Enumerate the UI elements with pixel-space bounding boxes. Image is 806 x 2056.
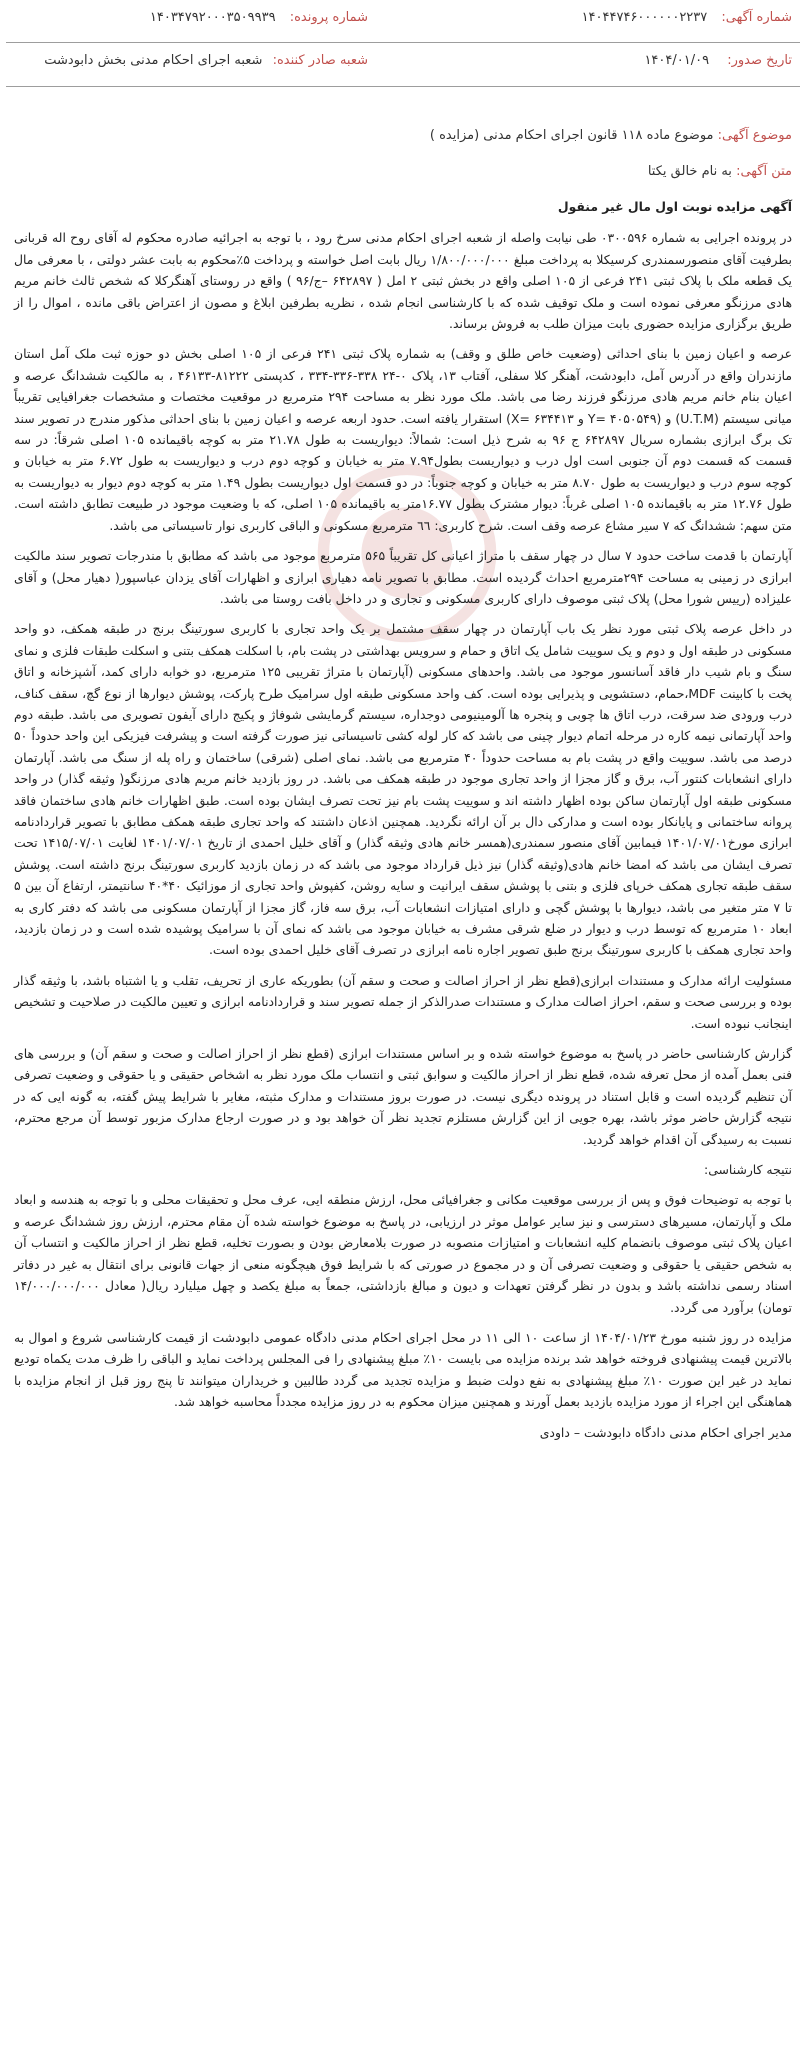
header-divider-1 [6, 42, 800, 43]
ad-number-field [582, 9, 792, 27]
subject-value: موضوع ماده ۱۱۸ قانون اجرای احکام مدنی (مزایده ) [429, 128, 714, 143]
header-divider-2 [6, 86, 800, 87]
paragraph-auction-terms: مزایده در روز شنبه مورخ ۱۴۰۴/۰۱/۲۳ از ساعت ۱۰ الی ۱۱ در محل اجرای احکام مدنی دادگاه عمومی دابودشت از قیمت کارشناسی شروع و اموال به بالاترین قیمت پیشنهادی فروخته خواهد شد برنده مزایده می بایست ۱۰٪ مبلغ پیشنهادی را فی المجلس پرداخت نماید و الباقی را ظرف مدت یکماه تودیع نماید در غیر این صورت ۱۰٪ مبلغ پیشنهادی به نفع دولت ضبط و مزایده تجدید می گردد طالبین و خریداران میتوانند تا پنج روز قبل از انجام مزایده با هماهنگی این اجراء از مورد مزایده بازدید بعمل آورند و همچنین میزان محکوم به در روز مزایده مجدداً محاسبه خواهد شد. [14, 1329, 792, 1410]
subject-label: موضوع آگهی: [717, 128, 792, 143]
paragraph-case: در پرونده اجرایی به شماره ۰۳۰۰۵۹۶ طی نیابت واصله از شعبه اجرای احکام مدنی سرخ رود ، با توجه به اجرائیه صادره محکوم له آقای روح اله قربانی بطرفیت آقای منصورسمندری کرسیکلا به پرداخت مبلغ ۱/۸۰۰/۰۰۰/۰۰۰ ریال بابت اصل خواسته و پرداخت ۵٪محکوم به بابت عشر دولتی ، با معرفی مال یک قطعه ملک با پلاک ثبتی ۲۴۱ فرعی از ۱۰۵ اصلی واقع در بخش ثبتی ۲ امل ( ۶۴۲۸۹۷ –ج/۹۶ ) واقع در روستای آهنگرکلا که شخص ثالث خانم مریم هادی مرزنگو معرفی نموده است و ملک توقیف شده که با کارشناسی انجام شده ، نظریه بطرفین ابلاغ و مصون از اعتراض باقی مانده ، اموال را از طریق برگزاری مزایده حضوری بابت میزان طلب به فروش برساند. [14, 230, 793, 332]
paragraph-building-description: در داخل عرصه پلاک ثبتی مورد نظر یک باب آپارتمان در چهار سقف مشتمل بر یک واحد تجاری با کاربری سورتینگ برنج در طبقه همکف، دو واحد مسکونی در طبقه اول و دوم و یک سوییت شامل یک اتاق و حمام و سرویس بهداشتی در پشت بام، با اسکلت همکف بتنی و اسکلت طبقات فلزی و نمای سنگ و بام شیب دار فاقد آسانسور موجود می باشد. واحدهای مسکونی (آپارتمان با متراژ تقریبی ۱۲۵ مترمربع، دو خوابه دارای کمد، آشپزخانه و اتاق پخت با کابینت MDF،حمام، دستشویی و پذیرایی بوده است. کف واحد مسکونی طبقه اول سرامیک طرح پارکت، پوشش دیوارها از نوع گچ، سقف کناف، درب ورودی ضد سرقت، درب اتاق ها چوبی و پنجره ها آلومینیومی دوجداره، سیستم گرمایشی شوفاژ و پکیج دارای آیفون تصویری می باشد. طبقه دوم واحد آپارتمانی نیمه کاره در مرحله اتمام دیوار چینی می باشد که کار لوله کشی تاسیساتی نیز صورت گرفته است و پیشرفت فیزیکی این واحد حدوداً ۵۰ درصد می باشد. سوییت واقع در پشت بام به مساحت حدوداً ۴۰ مترمربع می باشد. نمای اصلی (شرقی) ساختمان و راه پله از سنگ می باشد. آپارتمان دارای انشعابات کنتور آب، برق و گاز مجزا از واحد تجاری موجود در طبقه همکف می باشد. در روز بازدید خانم مریم هادی مرزنگو( وثیقه گذار) در واحد مسکونی طبقه اول آپارتمان ساکن بوده اظهار داشته اند و سوییت پشت بام نیز تحت تصرف ایشان بوده است. طبق اظهارات خانم هادی ساختمان فاقد پروانه ساختمانی و پایانکار بوده است و مدارکی دال بر آن ارائه نگردید. همچنین اذعان داشتند که واحد تجاری طبقه همکف مطابق با تصویر قراردادنامه ابرازی مورخ۱۴۰۱/۰۷/۰۱ فیمابین آقای منصور سمندری(همسر خانم هادی وثیقه گذار) و آقای خلیل احمدی از تاریخ ۱۴۰۱/۰۷/۰۱ لغایت ۱۴۱۵/۰۷/۰۱ تحت تصرف ایشان می باشد که امضا خانم هادی(وثیقه گذار) نیز ذیل قرارداد موجود می باشد که در زمان بازدید کاربری سورتینگ برنج داشته است. پوشش سقف طبقه تجاری همکف خرپای فلزی و بتنی با پوشش سقف ایرانیت و سایه روشن، کفپوش واحد تجاری از موزائیک ۴۰*۴۰ سانتیمتر، ارتفاع آن بین ۵ تا ۷ متر متغیر می باشد، دیوارها با پوشش گچی و دارای امتیازات انشعابات آب، برق سه فاز، گاز مجزا از آپارتمان مسکونی می باشد که دفتر کاری به ابعاد ۱۰ مترمربع که توسط درب و دیوار در ضلع شرقی مشرف به خیابان موجود می باشد که نمای آن با سرامیک پوشیده شده است و در زمان بازدید، واحد تجاری همکف با کاربری سورتینگ برنج طبق تصویر اجاره نامه ابرازی در تصرف آقای خلیل احمدی بوده است. [14, 621, 792, 958]
case-number-field [150, 9, 368, 27]
paragraph-result-heading: نتیجه کارشناسی: [704, 1162, 792, 1178]
paragraph-responsibility: مسئولیت ارائه مدارک و مستندات ابرازی(قطع نظر از احراز اصالت و صحت و سقم آن) بطوریکه عاری از تحریف، تقلب و یا اشتباه باشد، با وثیقه گذار بوده و بررسی صحت و سقم، احراز اصالت مدارک و مستندات صدرالذکر از جمله تصویر سند و قراردادنامه ابرازی و تعیین مالکیت در صلاحیت و تشخیص اینجانب نبوده است. [14, 972, 792, 1031]
case-number-label: شماره پرونده: [289, 10, 368, 25]
issue-date-label: تاریخ صدور: [727, 53, 792, 68]
subject-line [430, 128, 792, 143]
branch-value: شعبه اجرای احکام مدنی بخش دابودشت [44, 53, 263, 68]
paragraph-valuation: با توجه به توضیحات فوق و پس از بررسی موقعیت مکانی و جغرافیائی محل، ارزش منطقه ایی، عرف محل و تحقیقات محلی و با توجه به هندسه و ابعاد ملک و آپارتمان، مسیرهای دسترسی و نیز سایر عوامل موثر در ارزیابی، در پاسخ به موضوع خواسته شده آن مقام محترم، ارزش روز ششدانگ عرصه و اعیان پلاک ثبتی موصوف بانضمام کلیه انشعابات و امتیازات منصوبه در صورت بلامعارض بودن و بصورت تخلیه، قطع نظر از احراز مالکیت و انتساب آن به شخص حقیقی یا حقوقی و وضعیت تصرفی آن و در مجموع در صورتی که با شرایط فوق هیچگونه منعی از جهات قانونی برای انتقال به غیر در دفاتر اسناد رسمی نداشته باشد و بدون در نظر گرفتن تعهدات و دیون و مبالغ بازداشتی، جمعاً به مبلغ یکصد و چهل میلیارد ریال( معادل ۱۴/۰۰۰/۰۰۰/۰۰۰ تومان) برآورد می گردد. [14, 1192, 792, 1315]
branch-field [44, 52, 368, 70]
issue-date-field [644, 52, 792, 70]
issue-date-value: ۱۴۰۴/۰۱/۰۹ [644, 53, 710, 68]
paragraph-expert-report: گزارش کارشناسی حاضر در پاسخ به موضوع خواسته شده و بر اساس مستندات ابرازی (قطع نظر از احراز اصالت و صحت و سقم آن) و بررسی های فنی بعمل آمده از محل تعرفه شده، قطع نظر از احراز مالکیت و سوابق ثبتی و انتساب ملک مورد نظر به اشخاص حقیقی و یا حقوقی و وضعیت تصرفی آن تنظیم گردیده است و قابل استناد در پرونده دیگری نیست. در صورت بروز مستندات و مدارک مثبته، مغایر با شرایط پیش گفته، به گونه ایی که در نتیجه گزارش حاضر موثر باشد، بهره جویی از این گزارش مستلزم تجدید نظر آن خواهد بود و در صورت ارجاع مدارک مزبور توسط آن مرجع محترم، نسبت به رسیدگی آن اقدام خواهد گردید. [14, 1046, 792, 1147]
ad-text-opening: به نام خالق یکتا [647, 164, 732, 179]
paragraph-property: عرصه و اعیان زمین با بنای احداثی (وضعیت خاص طلق و وقف) به شماره پلاک ثبتی ۲۴۱ فرعی از ۱۰۵ اصلی بخش دو حوزه ثبت ملک آمل استان مازندران واقع در آدرس آمل، دابودشت، آهنگر کلا سفلی، آفتاب ۱۳، پلاک ۰-۲۴ ۳۳۸-۳۳۶-۳۳۴ ، کدپستی ۸۱۲۲۲-۴۶۱۳۳ ، به مالکیت ششدانگ عرصه و اعیان بنام خانم مریم هادی مرزنگو فرزند رضا می باشد. ملک مورد نظر به مساحت ۲۹۴ مترمربع در موقعیت مختصات و مشخصات جغرافیایی تقریباً میانی سیستم (U.T.M) و (Y= ۴۰۵۰۵۴۹ و X= ۶۳۴۴۱۳) استقرار یافته است. حدود اربعه عرصه و اعیان زمین با بنای احداثی مذکور مندرج در تصویر سند تک برگ ابرازی بشماره سریال ۶۴۲۸۹۷ ج ۹۶ به شرح ذیل است: شمالاً: دیواریست به طول ۲۱.۷۸ متر به کوچه باقیمانده ۱۰۵ اصلی شرقاً: در سه قسمت که قسمت دوم آن جنوبی است اول درب و دیواریست بطول۷.۹۴ متر به خیابان و کوچه دوم درب و دیواریست به طول ۶.۷۲ متر به خیابان و کوچه سوم درب و دیواریست به طول ۸.۷۰ متر به خیابان و کوچه جنوباً: در دو قسمت اول دیواریست بطول ۱.۴۹ متر به کوچه دوم دیوار به دیواریست به طول ۱۲.۷۶ متر به باقیمانده ۱۰۵ اصلی غرباً: دیوار مشترک بطول ۱۶.۷۷متر به باقیمانده ۱۰۵ اصلی، که با وضعیت موجود در طبیعت تطابق داشته است. متن سهم: ششدانگ که ۷ سیر مشاع عرصه وقف است. شرح کاربری: ٦٦ مترمربع مسکونی و الباقی کاربری نوار تاسیساتی می باشد. [14, 346, 793, 533]
paragraph-apartment-age: آپارتمان با قدمت ساخت حدود ۷ سال در چهار سقف با متراژ اعیانی کل تقریباً ۵۶۵ مترمربع موجود می باشد که مطابق با مندرجات تصویر سند مالکیت ابرازی در زمینی به مساحت ۲۹۴مترمربع احداث گردیده است. مطابق با تصویر نامه دهیاری ابرازی و اظهارات آقای یزدان عباسپور( دهیار محل) و آقای علیزاده (رییس شورا محل) پلاک ثبتی موصوف دارای کاربری مسکونی و تجاری و در داخل بافت روستا می باشد. [14, 548, 792, 606]
ad-text-label: متن آگهی: [736, 164, 792, 179]
signature-line: مدیر اجرای احکام مدنی دادگاه دابودشت – داودی [539, 1424, 792, 1440]
notice-heading: آگهی مزایده نوبت اول مال غیر منقول [557, 199, 792, 214]
ad-text-line [648, 164, 792, 179]
notice-body [14, 196, 792, 1452]
case-number-value: ۱۴۰۳۴۷۹۲۰۰۰۳۵۰۹۹۳۹ [149, 10, 276, 25]
branch-label: شعبه صادر کننده: [272, 53, 368, 68]
ad-number-label: شماره آگهی: [721, 10, 792, 25]
ad-number-value: ۱۴۰۴۴۷۴۶۰۰۰۰۰۰۲۲۳۷ [581, 10, 708, 25]
